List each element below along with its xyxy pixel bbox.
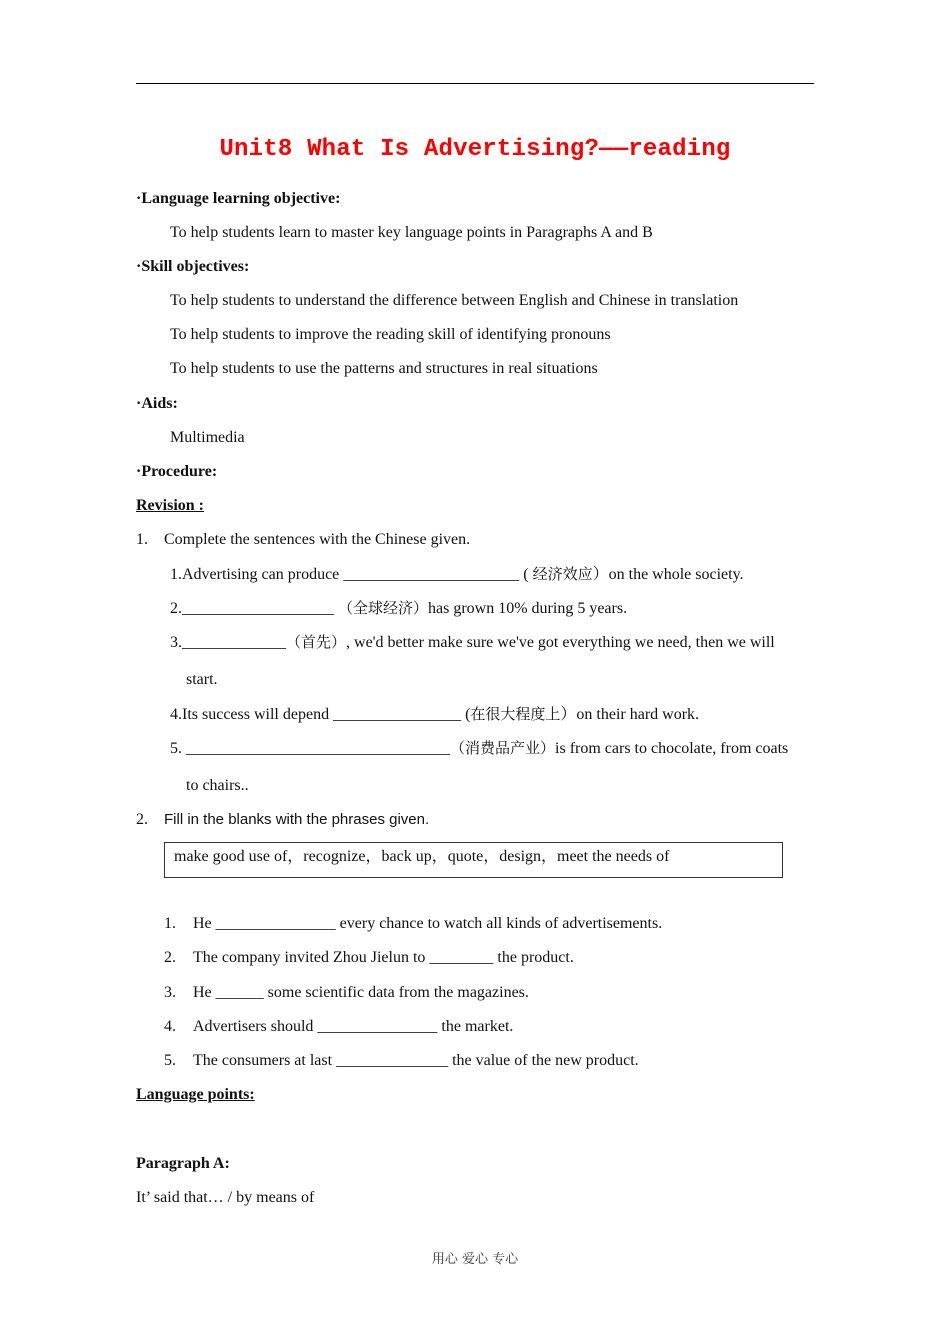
phrase-box	[164, 842, 783, 878]
sentence-3-post: , we'd better make sure we've got everything we need, then we will	[346, 634, 775, 651]
task1-sentence-3	[170, 632, 775, 653]
task1-number: 1.	[136, 531, 148, 548]
task2-item-5-number: 5.	[164, 1052, 176, 1069]
task2-item-5: The consumers at last ______________ the value of the new product.	[193, 1052, 639, 1069]
phrase-list: make good use of，recognize，back up，quote，design，meet the needs of	[174, 848, 670, 865]
sentence-1-post: ）on the whole society.	[592, 566, 744, 583]
sentence-2-chinese: （全球经济）	[338, 599, 429, 617]
sentence-1-pre: 1.Advertising can produce ______________________ (	[170, 566, 533, 583]
task1-sentence-3-cont: start.	[186, 671, 218, 688]
sentence-2-post: has grown 10% during 5 years.	[428, 600, 628, 617]
page-footer: 用心 爱心 专心	[431, 1252, 519, 1267]
skill-objectives-heading: ·Skill objectives:	[136, 258, 250, 275]
task1-sentence-1	[170, 564, 744, 585]
task1-sentence-4	[170, 704, 699, 725]
task2-item-3: He ______ some scientific data from the magazines.	[193, 984, 529, 1001]
task1-sentence-5	[170, 738, 788, 759]
sentence-3-pre: 3._____________	[170, 634, 286, 651]
sentence-4-pre: 4.Its success will depend ________________ (	[170, 706, 471, 723]
sentence-3-chinese: （首先）	[286, 633, 347, 651]
sentence-4-chinese: 在很大程度上	[470, 705, 561, 723]
skill-objective-2: To help students to improve the reading skill of identifying pronouns	[170, 326, 611, 343]
task2-item-2-number: 2.	[164, 949, 176, 966]
page-title: Unit8 What Is Advertising?——reading	[219, 136, 731, 163]
paragraph-a-heading: Paragraph A:	[136, 1155, 230, 1172]
sentence-2-pre: 2.___________________	[170, 600, 338, 617]
paragraph-a-text: It’ said that… / by means of	[136, 1189, 315, 1206]
task2-item-3-number: 3.	[164, 984, 176, 1001]
task1-sentence-2	[170, 598, 627, 619]
sentence-5-chinese: （消费品产业）	[450, 739, 556, 757]
sentence-5-pre: 5. _________________________________	[170, 740, 450, 757]
language-objective-text: To help students learn to master key language points in Paragraphs A and B	[170, 224, 653, 241]
skill-objective-1: To help students to understand the difference between English and Chinese in translation	[170, 292, 739, 309]
sentence-5-post: is from cars to chocolate, from coats	[555, 740, 789, 757]
language-points-heading: Language points:	[136, 1086, 255, 1103]
task2-item-2: The company invited Zhou Jielun to ________ the product.	[193, 949, 574, 966]
task2-heading: Fill in the blanks with the phrases given.	[164, 811, 430, 828]
sentence-1-chinese: 经济效应	[532, 565, 593, 583]
task2-number: 2.	[136, 811, 148, 828]
task2-item-4-number: 4.	[164, 1018, 176, 1035]
language-objective-heading: ·Language learning objective:	[136, 190, 341, 207]
aids-heading: ·Aids:	[136, 395, 178, 412]
task2-item-1-number: 1.	[164, 915, 176, 932]
task2-item-1: He _______________ every chance to watch all kinds of advertisements.	[193, 915, 663, 932]
skill-objective-3: To help students to use the patterns and structures in real situations	[170, 360, 598, 377]
sentence-4-post: ）on their hard work.	[560, 706, 700, 723]
procedure-heading: ·Procedure:	[136, 463, 218, 480]
task1-heading: Complete the sentences with the Chinese given.	[164, 531, 471, 548]
revision-heading: Revision :	[136, 497, 204, 514]
header-rule	[136, 83, 814, 84]
task2-item-4: Advertisers should _______________ the market.	[193, 1018, 514, 1035]
task1-sentence-5-cont: to chairs..	[186, 777, 249, 794]
aids-text: Multimedia	[170, 429, 245, 446]
